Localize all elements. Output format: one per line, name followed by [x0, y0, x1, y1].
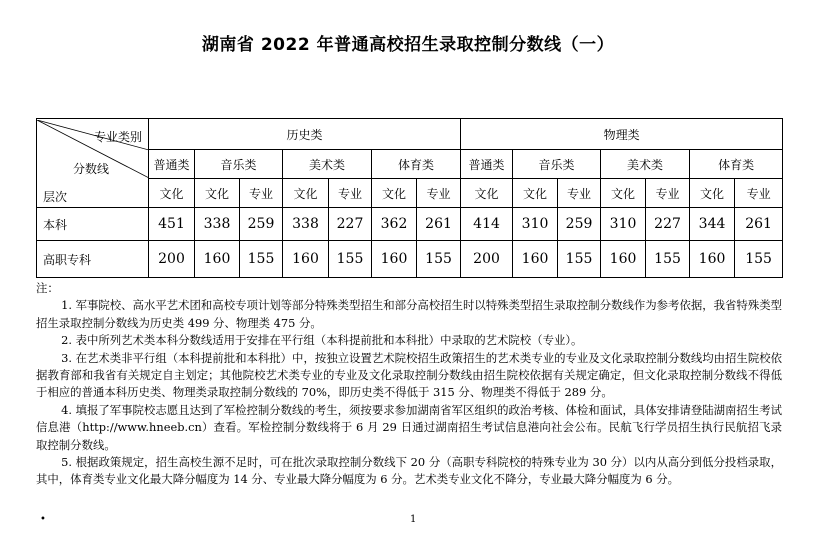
- score-cell: 160: [283, 241, 329, 278]
- score-cell: 155: [735, 241, 783, 278]
- score-cell: 259: [558, 208, 601, 241]
- score-cell: 155: [417, 241, 461, 278]
- column-header: 专业: [646, 179, 690, 208]
- score-cell: 200: [461, 241, 513, 278]
- subgroup-header: 美术类: [601, 150, 690, 179]
- score-cell: 200: [149, 241, 195, 278]
- column-header: 专业: [417, 179, 461, 208]
- score-cell: 261: [735, 208, 783, 241]
- score-cell: 227: [329, 208, 372, 241]
- subgroup-header: 体育类: [690, 150, 783, 179]
- column-header: 文化: [461, 179, 513, 208]
- score-cell: 155: [646, 241, 690, 278]
- subgroup-header: 音乐类: [195, 150, 283, 179]
- column-header: 文化: [690, 179, 735, 208]
- column-header: 文化: [195, 179, 240, 208]
- score-cell: 155: [329, 241, 372, 278]
- subgroup-header: 体育类: [372, 150, 461, 179]
- score-cell: 155: [558, 241, 601, 278]
- score-cell: 160: [601, 241, 646, 278]
- corner-header-cell: [37, 119, 149, 208]
- column-header: 专业: [329, 179, 372, 208]
- score-cell: 338: [195, 208, 240, 241]
- corner-label-category: 专业类别: [93, 130, 142, 144]
- subgroup-header: 美术类: [283, 150, 372, 179]
- score-cell: 160: [513, 241, 558, 278]
- column-header: 专业: [558, 179, 601, 208]
- score-cell: 310: [601, 208, 646, 241]
- column-header: 专业: [735, 179, 783, 208]
- note-item: 3. 在艺术类非平行组（本科提前批和本科批）中，按独立设置艺术院校招生政策招生的艺术类专业的专业及文化录取控制分数线均由招生院校依据教育部和我省有关规定自主划定；其他院校艺术类专业的专业及文化录取控制分数线由招生院校依据有关规定确定，但文化录取控制分数线不得低于相应的普通本科历史类、物理类录取控制分数线的 70%，即历史类不得低于 315 分、物理类不得低于 289 分。: [36, 350, 782, 400]
- page-number: 1: [410, 514, 417, 525]
- score-cell: 160: [195, 241, 240, 278]
- row-label: 高职专科: [37, 241, 149, 278]
- score-table: [36, 118, 783, 278]
- column-header: 文化: [513, 179, 558, 208]
- note-item: 1. 军事院校、高水平艺术团和高校专项计划等部分特殊类型招生和部分高校招生时以特殊类型招生录取控制分数线作为参考依据，我省特殊类型招生录取控制分数线为历史类 499 分、物理类 475 分。: [36, 298, 782, 330]
- score-cell: 362: [372, 208, 417, 241]
- page-title: 湖南省 2022 年普通高校招生录取控制分数线（一）: [201, 35, 615, 55]
- notes-section: [36, 280, 782, 489]
- score-cell: 155: [240, 241, 283, 278]
- score-cell: 160: [690, 241, 735, 278]
- score-cell: 310: [513, 208, 558, 241]
- score-cell: 261: [417, 208, 461, 241]
- score-cell: 344: [690, 208, 735, 241]
- row-label: 本科: [37, 208, 149, 241]
- subgroup-header: 普通类: [149, 150, 195, 179]
- note-item: 4. 填报了军事院校志愿且达到了军检控制分数线的考生，须按要求参加湖南省军区组织的政治考核、体检和面试，具体安排请登陆湖南招生考试信息港（http://www.hneeb.cn）查看。军检控制分数线将于 6 月 29 日通过湖南招生考试信息港向社会公布。民航飞行学员招生执行民航招飞录取控制分数线。: [36, 402, 782, 452]
- notes-heading: 注：: [36, 281, 59, 295]
- score-cell: 259: [240, 208, 283, 241]
- subgroup-header: 普通类: [461, 150, 513, 179]
- score-cell: 414: [461, 208, 513, 241]
- note-item: 2. 表中所列艺术类本科分数线适用于安排在平行组（本科提前批和本科批）中录取的艺术院校（专业）。: [61, 333, 583, 348]
- footer-bullet: •: [40, 514, 46, 525]
- table-row-undergraduate: [37, 208, 783, 241]
- table-row-vocational: [37, 241, 783, 278]
- corner-label-level: 层次: [43, 190, 68, 204]
- score-cell: 227: [646, 208, 690, 241]
- score-cell: 160: [372, 241, 417, 278]
- score-cell: 451: [149, 208, 195, 241]
- column-header: 专业: [240, 179, 283, 208]
- column-header: 文化: [149, 179, 195, 208]
- column-header: 文化: [283, 179, 329, 208]
- column-header: 文化: [601, 179, 646, 208]
- group-header-physics: 物理类: [461, 119, 783, 150]
- group-header-history: 历史类: [149, 119, 461, 150]
- column-header: 文化: [372, 179, 417, 208]
- corner-label-score: 分数线: [73, 162, 110, 176]
- subgroup-header: 音乐类: [513, 150, 601, 179]
- note-item: 5. 根据政策规定，招生高校生源不足时，可在批次录取控制分数线下 20 分（高职专科院校的特殊专业为 30 分）以内从高分到低分投档录取，其中，体育类专业文化最大降分幅度为 14 分、专业最大降分幅度为 6 分。艺术类专业文化不降分，专业最大降分幅度为 6 分。: [36, 455, 782, 487]
- score-cell: 338: [283, 208, 329, 241]
